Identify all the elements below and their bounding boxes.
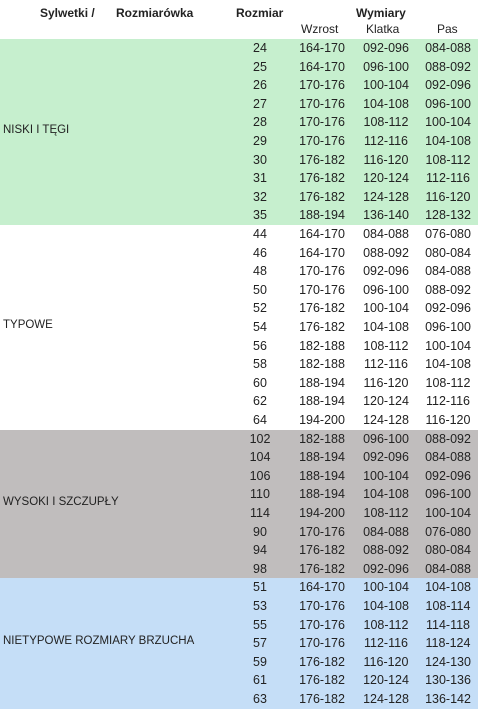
waist-cell: 096-100 (425, 487, 471, 502)
height-cell: 170-176 (299, 134, 345, 148)
size-cell: 44 (253, 227, 267, 241)
size-cell: 26 (253, 78, 267, 93)
chest-cell: 100-104 (363, 468, 409, 483)
header-size: Rozmiar (236, 6, 284, 20)
table-row (0, 206, 478, 224)
chest-cell: 088-092 (363, 245, 409, 260)
height-cell: 170-176 (299, 524, 345, 539)
height-cell: 176-182 (299, 561, 345, 576)
waist-cell: 088-092 (425, 282, 471, 297)
height-cell: 170-176 (299, 96, 345, 111)
size-cell: 54 (253, 320, 267, 334)
table-row (0, 597, 478, 615)
waist-cell: 092-096 (425, 468, 471, 483)
waist-cell: 076-080 (425, 524, 471, 539)
size-cell: 55 (253, 617, 267, 632)
chest-cell: 104-108 (363, 320, 409, 334)
table-row (0, 485, 478, 503)
size-group (0, 225, 478, 430)
table-row (0, 467, 478, 485)
height-cell: 170-176 (299, 264, 345, 279)
height-cell: 182-188 (299, 431, 345, 446)
size-cell: 104 (249, 450, 271, 465)
table-row (0, 392, 478, 410)
chest-cell: 120-124 (363, 394, 409, 409)
size-cell: 28 (253, 115, 267, 130)
chest-cell: 092-096 (363, 264, 409, 279)
table-row (0, 541, 478, 559)
table-row (0, 262, 478, 280)
size-cell: 51 (253, 580, 267, 595)
chest-cell: 104-108 (363, 598, 409, 613)
chest-cell: 096-100 (363, 59, 409, 74)
height-cell: 170-176 (299, 115, 345, 130)
chest-cell: 108-112 (363, 505, 409, 520)
size-cell: 52 (253, 301, 267, 316)
waist-cell: 108-114 (425, 598, 471, 613)
waist-cell: 124-130 (425, 654, 471, 669)
group-label: TYPOWE (3, 319, 53, 332)
waist-cell: 112-116 (425, 171, 471, 186)
waist-cell: 118-124 (425, 636, 471, 651)
height-cell: 194-200 (299, 505, 345, 520)
chest-cell: 124-128 (363, 189, 409, 204)
chest-cell: 092-096 (363, 561, 409, 576)
chest-cell: 104-108 (363, 487, 409, 502)
chest-cell: 108-112 (363, 115, 409, 130)
table-row (0, 95, 478, 113)
table-row (0, 448, 478, 466)
height-cell: 176-182 (299, 654, 345, 669)
table-row (0, 113, 478, 131)
header-height: Wzrost (301, 22, 339, 36)
height-cell: 176-182 (299, 152, 345, 167)
size-cell: 90 (253, 524, 267, 539)
table-row (0, 299, 478, 317)
height-cell: 170-176 (299, 636, 345, 651)
waist-cell: 080-084 (425, 543, 471, 558)
size-cell: 63 (253, 691, 267, 706)
table-row (0, 653, 478, 671)
size-cell: 110 (250, 487, 270, 502)
size-group (0, 39, 478, 225)
waist-cell: 128-132 (425, 208, 471, 223)
height-cell: 170-176 (299, 282, 345, 297)
chest-cell: 096-100 (363, 431, 409, 446)
table-row (0, 616, 478, 634)
header-chest: Klatka (366, 22, 400, 36)
chest-cell: 112-116 (363, 636, 409, 651)
chest-cell: 108-112 (363, 617, 409, 632)
size-cell: 46 (253, 245, 267, 260)
size-cell: 56 (253, 338, 267, 353)
chest-cell: 092-096 (363, 450, 409, 465)
table-row (0, 188, 478, 206)
height-cell: 182-188 (299, 357, 345, 372)
height-cell: 176-182 (299, 320, 345, 334)
size-group (0, 430, 478, 579)
size-cell: 35 (253, 208, 267, 223)
height-cell: 182-188 (299, 338, 345, 353)
waist-cell: 104-108 (425, 357, 471, 372)
waist-cell: 092-096 (425, 301, 471, 316)
size-cell: 61 (253, 673, 267, 688)
height-cell: 188-194 (299, 450, 345, 465)
table-row (0, 132, 478, 150)
size-cell: 62 (253, 394, 267, 409)
table-row (0, 523, 478, 541)
chest-cell: 112-116 (363, 357, 409, 372)
waist-cell: 092-096 (425, 78, 471, 93)
height-cell: 176-182 (299, 301, 345, 316)
height-cell: 188-194 (299, 375, 345, 390)
height-cell: 188-194 (299, 468, 345, 483)
height-cell: 188-194 (299, 394, 345, 409)
waist-cell: 096-100 (425, 320, 471, 334)
table-row (0, 355, 478, 373)
header-measurements: Wymiary (356, 6, 406, 20)
table-row (0, 578, 478, 596)
chest-cell: 100-104 (363, 78, 409, 93)
waist-cell: 104-108 (425, 134, 471, 148)
waist-cell: 084-088 (425, 450, 471, 465)
chest-cell: 124-128 (363, 413, 409, 427)
waist-cell: 084-088 (425, 264, 471, 279)
height-cell: 164-170 (299, 580, 345, 595)
chest-cell: 084-088 (363, 524, 409, 539)
waist-cell: 112-116 (425, 394, 471, 409)
table-row (0, 151, 478, 169)
size-cell: 57 (253, 636, 267, 651)
table-row (0, 560, 478, 578)
waist-cell: 100-104 (425, 115, 471, 130)
size-cell: 30 (253, 152, 267, 167)
table-row (0, 690, 478, 708)
chest-cell: 092-096 (363, 41, 409, 55)
table-row (0, 411, 478, 429)
height-cell: 176-182 (299, 691, 345, 706)
chest-cell: 096-100 (363, 282, 409, 297)
size-cell: 114 (250, 505, 270, 520)
table-row (0, 281, 478, 299)
waist-cell: 130-136 (425, 673, 471, 688)
table-row (0, 39, 478, 57)
height-cell: 176-182 (299, 673, 345, 688)
waist-cell: 088-092 (425, 431, 471, 446)
waist-cell: 108-112 (425, 375, 471, 390)
table-row (0, 318, 478, 336)
size-cell: 24 (253, 41, 267, 55)
table-row (0, 76, 478, 94)
size-cell: 25 (253, 59, 267, 74)
table-row (0, 244, 478, 262)
waist-cell: 096-100 (425, 96, 471, 111)
table-row (0, 337, 478, 355)
table-row (0, 430, 478, 448)
size-cell: 53 (253, 598, 267, 613)
group-label: NIETYPOWE ROZMIARY BRZUCHA (3, 635, 195, 648)
chest-cell: 108-112 (363, 338, 409, 353)
size-cell: 50 (253, 282, 267, 297)
chest-cell: 104-108 (363, 96, 409, 111)
size-cell: 60 (253, 375, 267, 390)
chest-cell: 116-120 (363, 375, 409, 390)
table-row (0, 169, 478, 187)
waist-cell: 088-092 (425, 59, 471, 74)
height-cell: 188-194 (299, 208, 345, 223)
table-row (0, 504, 478, 522)
chest-cell: 120-124 (363, 171, 409, 186)
height-cell: 170-176 (299, 78, 345, 93)
table-row (0, 58, 478, 76)
size-cell: 31 (253, 171, 267, 186)
chest-cell: 088-092 (363, 543, 409, 558)
header-silhouette: Sylwetki / (40, 6, 95, 20)
size-cell: 106 (249, 468, 271, 483)
chest-cell: 116-120 (363, 654, 409, 669)
size-cell: 98 (253, 561, 267, 576)
chest-cell: 100-104 (363, 301, 409, 316)
chest-cell: 136-140 (363, 208, 409, 223)
group-label: NISKI I TĘGI (3, 124, 70, 136)
size-cell: 48 (253, 264, 267, 279)
height-cell: 176-182 (299, 189, 345, 204)
chest-cell: 084-088 (363, 227, 409, 241)
height-cell: 164-170 (299, 41, 345, 55)
header-size-chart: Rozmiarówka (116, 6, 194, 20)
waist-cell: 114-118 (425, 617, 471, 632)
height-cell: 164-170 (299, 245, 345, 260)
chest-cell: 100-104 (363, 580, 409, 595)
chest-cell: 120-124 (363, 673, 409, 688)
size-cell: 32 (253, 189, 267, 204)
size-group (0, 578, 478, 708)
height-cell: 194-200 (299, 413, 345, 427)
size-cell: 27 (253, 96, 267, 111)
chest-cell: 112-116 (363, 134, 409, 148)
waist-cell: 100-104 (425, 505, 471, 520)
waist-cell: 108-112 (425, 152, 471, 167)
waist-cell: 116-120 (425, 413, 471, 427)
height-cell: 164-170 (299, 227, 345, 241)
height-cell: 176-182 (299, 171, 345, 186)
waist-cell: 100-104 (425, 338, 471, 353)
table-row (0, 374, 478, 392)
height-cell: 170-176 (299, 598, 345, 613)
size-cell: 102 (249, 431, 271, 446)
table-row (0, 671, 478, 689)
waist-cell: 116-120 (425, 189, 471, 204)
height-cell: 170-176 (299, 617, 345, 632)
header-waist: Pas (437, 22, 458, 36)
group-label: WYSOKI I SZCZUPŁY (3, 495, 119, 508)
height-cell: 164-170 (299, 59, 345, 74)
waist-cell: 084-088 (425, 41, 471, 55)
waist-cell: 136-142 (425, 691, 471, 706)
table-row (0, 634, 478, 652)
size-cell: 94 (253, 543, 267, 558)
chest-cell: 124-128 (363, 691, 409, 706)
table-row (0, 225, 478, 243)
size-cell: 59 (253, 654, 267, 669)
size-cell: 58 (253, 357, 267, 372)
height-cell: 188-194 (299, 487, 345, 502)
waist-cell: 084-088 (425, 561, 471, 576)
height-cell: 176-182 (299, 543, 345, 558)
waist-cell: 104-108 (425, 580, 471, 595)
size-cell: 29 (253, 134, 267, 148)
waist-cell: 080-084 (425, 245, 471, 260)
chest-cell: 116-120 (363, 152, 409, 167)
waist-cell: 076-080 (425, 227, 471, 241)
size-cell: 64 (253, 413, 267, 427)
